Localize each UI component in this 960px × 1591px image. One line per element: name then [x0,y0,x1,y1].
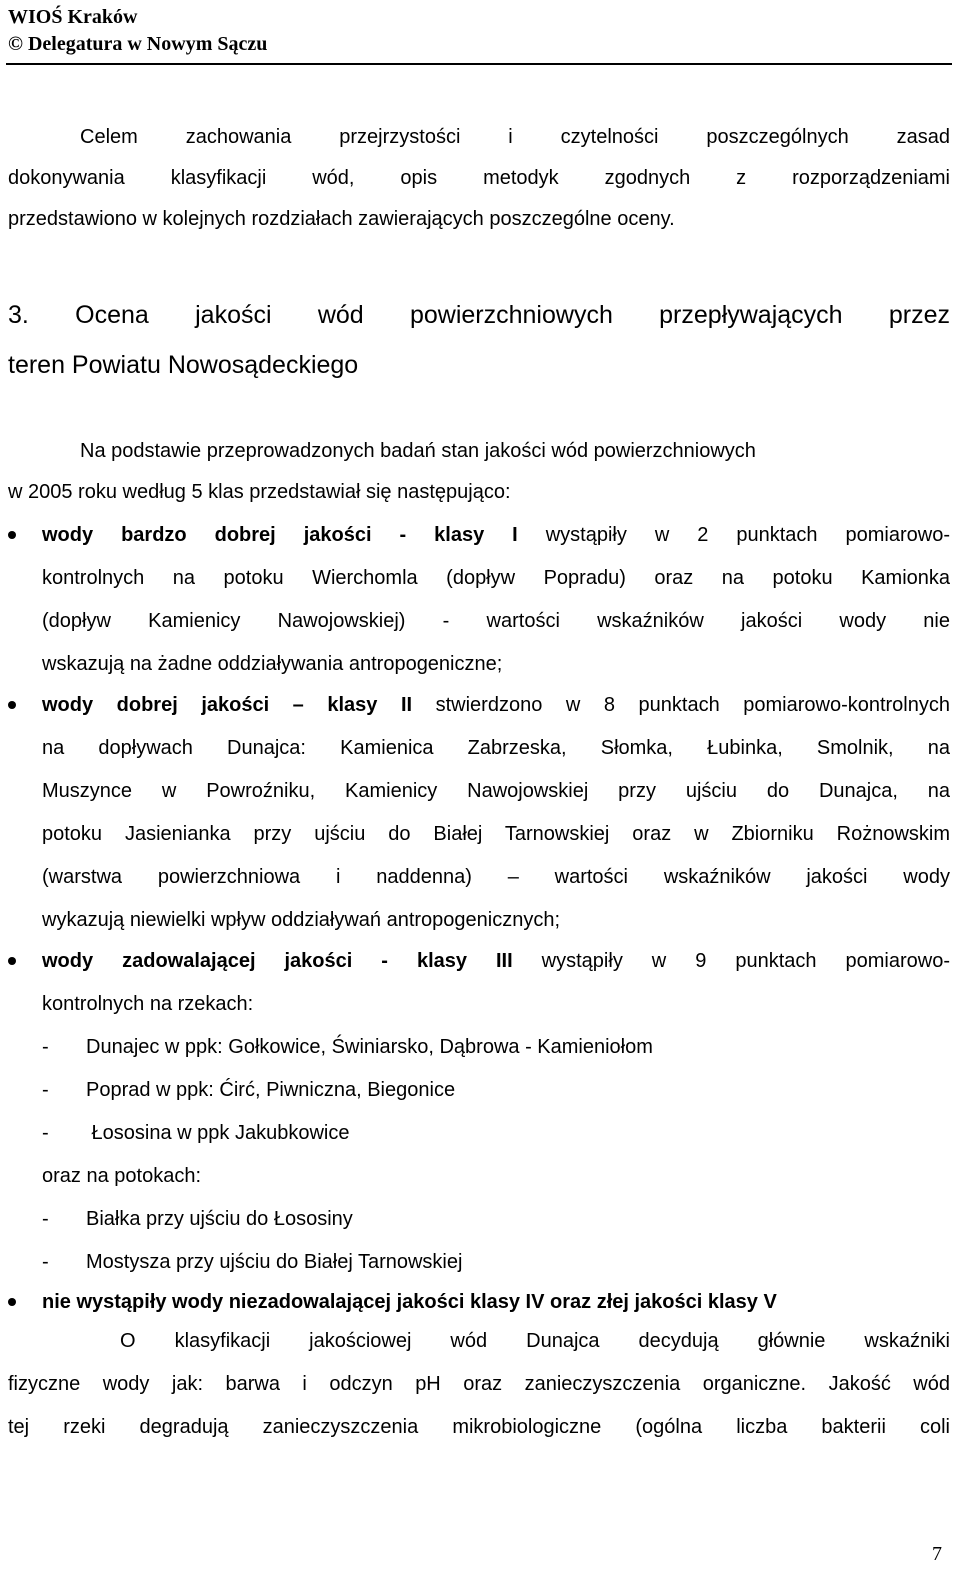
list-item-line: Muszynce w Powroźniku, Kamienicy Nawojowskiej przy ujściu do Dunajca, na [42,780,950,802]
page-number: 7 [932,1543,942,1565]
class-4-5-label: nie wystąpiły wody niezadowalającej jakości klasy IV oraz złej jakości klasy V [42,1291,777,1313]
summary-paragraph [8,431,950,513]
closing-paragraph [8,1320,950,1449]
list-item-class-4-5 [42,1281,950,1324]
section-heading-line: teren Powiatu Nowosądeckiego [8,351,359,379]
list-item-line: kontrolnych na potoku Wierchomla (dopływ Popradu) oraz na potoku Kamionka [42,567,950,589]
bullet-icon [8,957,16,965]
header-delegation-label: Delegatura w Nowym Sączu [27,33,268,55]
intro-line: Celem zachowania przejrzystości i czytelności poszczególnych zasad [80,126,950,148]
page-header [8,4,952,58]
list-item-line: wody zadowalającej jakości - klasy III wystąpiły w 9 punktach pomiarowo- [42,950,951,972]
streams-intro: oraz na potokach: [42,1165,201,1187]
bullet-icon [8,531,16,539]
river-item: - Dunajec w ppk: Gołkowice, Świniarsko, Dąbrowa - Kamieniołom [42,1036,653,1058]
bullet-icon [8,1298,16,1306]
bullet-icon [8,701,16,709]
river-item: - Łososina w ppk Jakubkowice [42,1122,350,1144]
list-item-class-2 [42,684,950,942]
summary-line: Na podstawie przeprowadzonych badań stan jakości wód powierzchniowych [80,440,756,462]
list-item-line: wskazują na żadne oddziaływania antropogeniczne; [42,653,503,675]
class-3-label: wody zadowalającej jakości - klasy III [42,950,513,972]
stream-item: - Białka przy ujściu do Łososiny [42,1208,353,1230]
header-divider [6,63,952,65]
list-item-class-1 [42,514,950,686]
class-1-label: wody bardzo dobrej jakości - klasy I [42,524,518,546]
closing-line: fizyczne wody jak: barwa i odczyn pH oraz zanieczyszczenia organiczne. Jakość wód [8,1373,950,1395]
copyright-icon: © [8,33,23,55]
summary-line: w 2005 roku według 5 klas przedstawiał się następująco: [8,481,511,503]
list-item-line: wody dobrej jakości – klasy II stwierdzono w 8 punktach pomiarowo-kontrolnych [42,694,950,716]
list-item-line: na dopływach Dunajca: Kamienica Zabrzeska, Słomka, Łubinka, Smolnik, na [42,737,950,759]
list-item-class-3 [42,940,950,1284]
list-item-line: kontrolnych na rzekach: [42,993,254,1015]
stream-item: - Mostysza przy ujściu do Białej Tarnowskiej [42,1251,463,1273]
list-item-line: wykazują niewielki wpływ oddziaływań antropogenicznych; [42,909,561,931]
list-item-line: potoku Jasienianka przy ujściu do Białej Tarnowskiej oraz w Zbiorniku Rożnowskim [42,823,950,845]
list-item-line: wody bardzo dobrej jakości - klasy I wystąpiły w 2 punktach pomiarowo- [42,524,950,546]
section-heading-line: 3. Ocena jakości wód powierzchniowych przepływających przez [8,301,950,329]
section-heading [8,290,950,390]
closing-line: tej rzeki degradują zanieczyszczenia mikrobiologiczne (ogólna liczba bakterii coli [8,1416,950,1438]
list-item-line: (dopływ Kamienicy Nawojowskiej) - wartości wskaźników jakości wody nie [42,610,950,632]
intro-line: przedstawiono w kolejnych rozdziałach zawierających poszczególne oceny. [8,208,675,230]
list-item-line: (warstwa powierzchniowa i naddenna) – wartości wskaźników jakości wody [42,866,950,888]
class-2-label: wody dobrej jakości – klasy II [42,694,413,716]
header-delegation [8,31,952,58]
intro-paragraph [8,117,950,240]
closing-line: O klasyfikacji jakościowej wód Dunajca decydują głównie wskaźniki [120,1330,950,1352]
river-item: - Poprad w ppk: Ćirć, Piwniczna, Biegonice [42,1079,456,1101]
intro-line: dokonywania klasyfikacji wód, opis metodyk zgodnych z rozporządzeniami [8,167,950,189]
header-organization: WIOŚ Kraków [8,6,138,28]
